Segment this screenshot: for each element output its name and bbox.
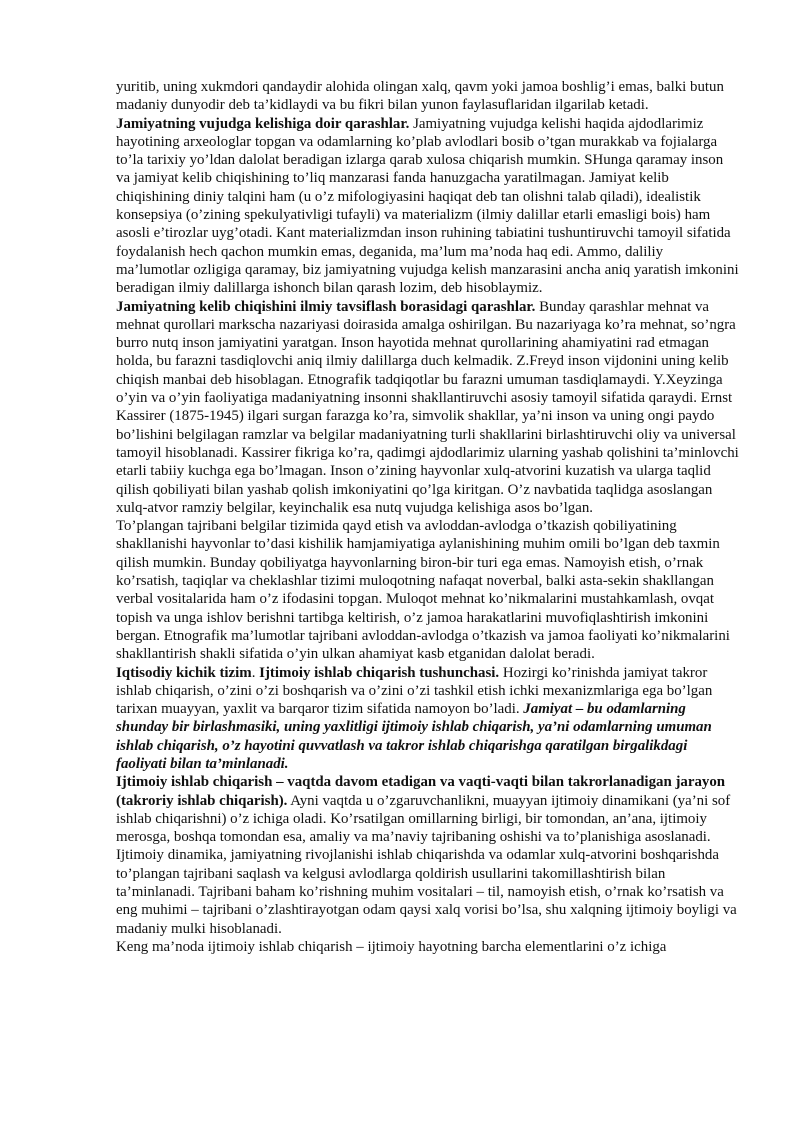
section-heading: Jamiyatning kelib chiqishini ilmiy tavsiflash borasidagi qarashlar. (116, 298, 536, 315)
section-heading: Ijtimoiy ishlab chiqarish – vaqtda davom etadigan va vaqti-vaqti bilan takrorlanadigan jarayon (takroriy ishlab chiqarish). (116, 774, 726, 809)
society-definition: Jamiyat – bu odamlarning shunday bir birlashmasiki, uning yaxlitligi ijtimoiy ishlab chiqarish, ya’ni odamlarning umuman ishlab chiqarish, o’z hayotini quvvatlash va takror ishlab chiqarishga qaratilgan birgalikdagi faoliyati bilan ta’minlanadi. (116, 701, 712, 772)
paragraph-text: Keng ma’noda ijtimoiy ishlab chiqarish – ijtimoiy hayotning barcha elementlarini o’z ichiga (116, 938, 667, 955)
paragraph-broad-sense (116, 938, 740, 956)
paragraph-text: Hozirgi ko’rinishda jamiyat takror ishlab chiqarish, o’zini o’zi boshqarish va o’zini o’zi tashkil etish ichki mexanizmlariga ega bo’lgan tarixan muayyan, yaxlit va barqaror tizim sifatida namoyon bo’ladi. (116, 664, 713, 718)
paragraph-intro (116, 78, 740, 115)
paragraph-social-production (116, 773, 740, 938)
paragraph-accumulated-experience (116, 517, 740, 663)
section-heading: Ijtimoiy ishlab chiqarish tushunchasi. (259, 664, 500, 681)
document-page (116, 78, 740, 956)
paragraph-society-origin-views (116, 115, 740, 298)
paragraph-text: Jamiyatning vujudga kelishi haqida ajdodlarimiz hayotining arxeologlar topgan va odamlarning ko’plab avlodlari bosib o’tgan murakkab va fojialarga to’la tarixiy yo’ldan dalolat beradigan izlarga qarab xulosa chiqarish mumkin. SHunga qaramay inson va jamiyat kelib chiqishining to’liq manzarasi fanda hanuzgacha yaratilmagan. Jamiyat kelib chiqishining diniy talqini ham (u o’z mifologiyasini haqiqat deb tan olishni talab qiladi), idealistik konsepsiya (o’zining spekulyativligi tufayli) va materializm (ilmiy dalillar etarli emasligi bois) ham asosli e’tirozlar uyg’otadi. Kant materializmdan inson ruhining tabiatini tushuntiruvchi tamoyil sifatida foydalanish hech qachon mumkin emas, deganida, ma’lum ma’noda haq edi. Ammo, daliliy ma’lumotlar ozligiga qaramay, biz jamiyatning vujudga kelish manzarasini ancha aniq yaratish imkonini beradigan ilmiy dalillarga ishonch bilan qarash lozim, deb hisoblaymiz. (116, 115, 739, 297)
paragraph-text: yuritib, uning xukmdori qandaydir alohida olingan xalq, qavm yoki jamoa boshlig’i emas, balki butun madaniy dunyodir deb ta’kidlaydi va bu fikri bilan yunon faylasuflaridan ilgarilab ketadi. (116, 79, 724, 114)
paragraph-text: To’plangan tajribani belgilar tizimida qayd etish va avloddan-avlodga o’tkazish qobiliyatining shakllanishi hayvonlar to’dasi kishilik hamjamiyatiga aylanishining muhim omili bo’lgan deb taxmin qilish mumkin. Bunday qobiliyatga hayvonlarning biron-bir turi ega emas. Namoyish etish, o’rnak ko’rsatish, taqiqlar va cheklashlar tizimi muloqotning nafaqat noverbal, balki asta-sekin shakllangan verbal vositalarida ham o’z ifodasini topgan. Muloqot mehnat ko’nikmalarini mustahkamlash, ovqat topish va unga ishlov berishni tartibga keltirish, o’z jamoa harakatlarini muvofiqlashtirish imkonini bergan. Etnografik ma’lumotlar tajribani avloddan-avlodga o’tkazish va jamoa faoliyati ko’nikmalarini shakllantirish shakli sifatida o’yin ulkan ahamiyat kasb etganidan dalolat beradi. (116, 518, 730, 663)
heading-separator: . (251, 664, 260, 681)
paragraph-scientific-description-views (116, 298, 740, 518)
paragraph-economic-subsystem (116, 664, 740, 774)
section-heading: Jamiyatning vujudga kelishiga doir qarashlar. (116, 115, 410, 132)
section-heading: Iqtisodiy kichik tizim (116, 664, 252, 681)
paragraph-text: Bunday qarashlar mehnat va mehnat qurollari markscha nazariyasi doirasida amalga oshirilgan. Bu nazariyaga ko’ra mehnat, so’ngra burro nutq inson jamiyatini yaratgan. Inson hayotida mehnat qurollarining ahamiyatini rad etmagan holda, bu farazni tasdiqlovchi aniq ilmiy dalillarga duch kelmadik. Z.Freyd inson vijdonini uning kelib chiqish manbai deb hisoblagan. Etnografik tadqiqotlar bu farazni umuman tasdiqlamaydi. Y.Xeyzinga o’yin va o’yin faoliyatiga madaniyatning insonni shakllantiruvchi asosiy tamoyil sifatida qaraydi. Ernst Kassirer (1875-1945) ilgari surgan farazga ko’ra, simvolik shakllar, ya’ni inson va uning ongi paydo bo’lishini belgilagan ramzlar va belgilar madaniyatning turli shakllarini birlashtiruvchi oliy va universal tamoyil hisoblanadi. Kassirer fikriga ko’ra, qadimgi ajdodlarimiz ularning yashab qolishini ta’minlovchi etarli tabiiy kuchga ega bo’lmagan. Inson o’zining hayvonlar xulq-atvorini kuzatish va ularga taqlid qilish qobiliyati bilan yashab qolish imkoniyatini qo’lga kiritgan. O’z navbatida taqlidga asoslangan xulq-atvor ramziy belgilar, keyinchalik esa nutq vujudga kelishiga asos bo’lgan. (116, 298, 739, 516)
paragraph-text: Ayni vaqtda u o’zgaruvchanlikni, muayyan ijtimoiy dinamikani (ya’ni sof ishlab chiqarishni) o’z ichiga oladi. Ko’rsatilgan omillarning birligi, bir tomondan, an’ana, ijtimoiy merosga, boshqa tomondan esa, amaliy va ma’naviy tajribaning oshishi va to’planishiga asoslanadi. Ijtimoiy dinamika, jamiyatning rivojlanishi ishlab chiqarishda va odamlar xulq-atvorini boshqarishda to’plangan tajribani saqlash va kelgusi avlodlarga qoldirish usullarini takomillashtirish bilan ta’minlanadi. Tajribani baham ko’rishning muhim vositalari – til, namoyish etish, o’rnak ko’rsatish va eng muhimi – tajribani o’zlashtirayotgan odam qaysi xalq vorisi bo’lsa, shu xalqning ijtimoiy boyligi va madaniy mulki hisoblanadi. (116, 792, 737, 937)
